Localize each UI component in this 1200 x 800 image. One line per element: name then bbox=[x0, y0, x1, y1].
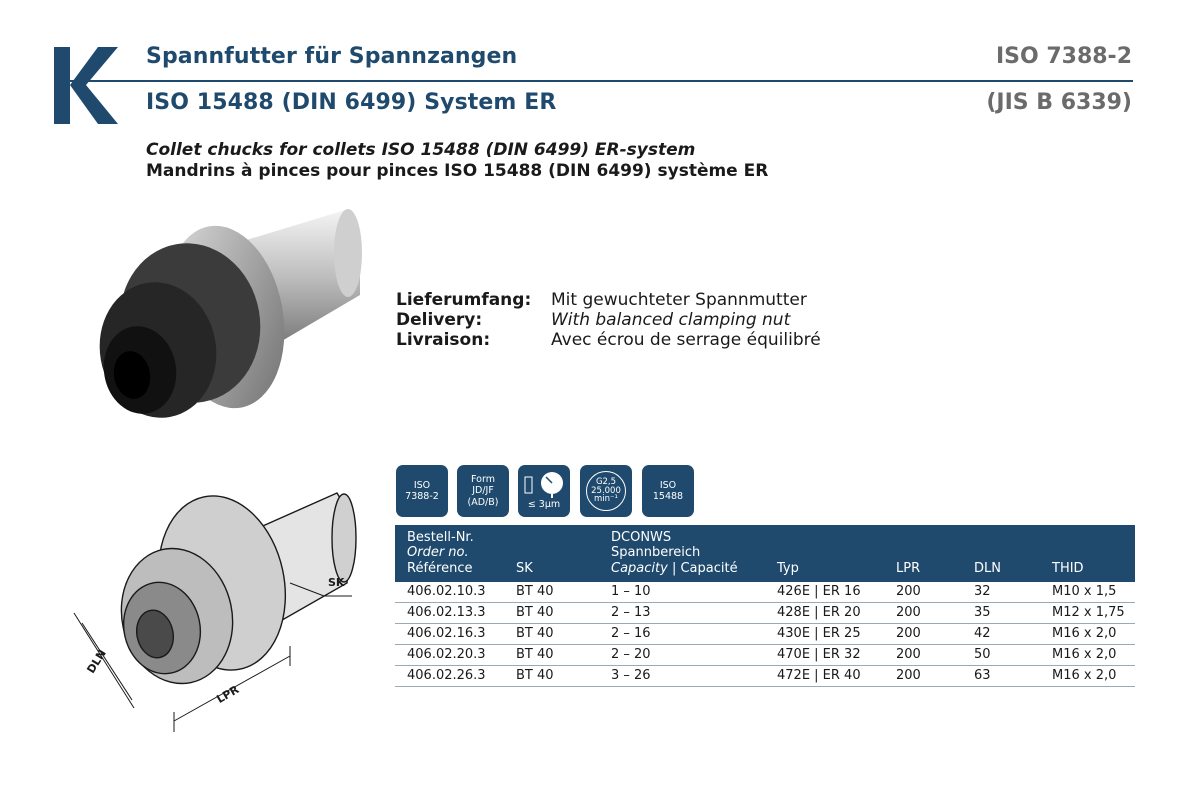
cell-typ: 428E | ER 20 bbox=[777, 605, 861, 620]
cell-dln: 32 bbox=[974, 584, 991, 599]
standard-code: ISO 7388-2 bbox=[995, 44, 1132, 69]
cell-dln: 35 bbox=[974, 605, 991, 620]
delivery-label-fr: Livraison: bbox=[396, 330, 491, 350]
header-dln: DLN bbox=[974, 561, 1001, 576]
header-lpr: LPR bbox=[896, 561, 921, 576]
page-title: Spannfutter für Spannzangen bbox=[146, 44, 518, 69]
cell-typ: 426E | ER 16 bbox=[777, 584, 861, 599]
cell-order-no: 406.02.16.3 bbox=[407, 626, 486, 641]
cell-capacity: 2 – 16 bbox=[611, 626, 651, 641]
product-table bbox=[395, 525, 1135, 687]
lpr-label: LPR bbox=[214, 682, 242, 707]
iso-7388-badge: ISO 7388-2 bbox=[396, 465, 448, 517]
iso-15488-badge: ISO 15488 bbox=[642, 465, 694, 517]
cell-thid: M10 x 1,5 bbox=[1052, 584, 1117, 599]
delivery-label-en: Delivery: bbox=[396, 310, 483, 330]
header-capacity: Capacity | Capacité bbox=[611, 561, 738, 576]
cell-order-no: 406.02.13.3 bbox=[407, 605, 486, 620]
header-thid: THID bbox=[1052, 561, 1084, 576]
cell-thid: M16 x 2,0 bbox=[1052, 647, 1117, 662]
dial-gauge-icon bbox=[522, 471, 566, 499]
cell-order-no: 406.02.26.3 bbox=[407, 668, 486, 683]
cell-typ: 470E | ER 32 bbox=[777, 647, 861, 662]
header-capacity-code: DCONWS bbox=[611, 530, 672, 545]
cell-lpr: 200 bbox=[896, 626, 921, 641]
cell-typ: 472E | ER 40 bbox=[777, 668, 861, 683]
cell-lpr: 200 bbox=[896, 605, 921, 620]
header-sk: SK bbox=[516, 561, 533, 576]
table-row bbox=[395, 666, 1135, 687]
cell-sk: BT 40 bbox=[516, 626, 554, 641]
cell-lpr: 200 bbox=[896, 584, 921, 599]
cell-sk: BT 40 bbox=[516, 647, 554, 662]
balance-badge bbox=[580, 465, 632, 517]
table-body bbox=[395, 582, 1135, 687]
header-divider bbox=[66, 80, 1133, 82]
cell-typ: 430E | ER 25 bbox=[777, 626, 861, 641]
form-badge: Form JD/JF (AD/B) bbox=[457, 465, 509, 517]
cell-thid: M12 x 1,75 bbox=[1052, 605, 1125, 620]
cell-sk: BT 40 bbox=[516, 584, 554, 599]
table-row bbox=[395, 624, 1135, 645]
sk-label: SK bbox=[328, 576, 345, 589]
cell-thid: M16 x 2,0 bbox=[1052, 626, 1117, 641]
cell-thid: M16 x 2,0 bbox=[1052, 668, 1117, 683]
description-fr: Mandrins à pinces pour pinces ISO 15488 (DIN 6499) système ER bbox=[146, 161, 769, 181]
delivery-value-fr: Avec écrou de serrage équilibré bbox=[551, 330, 821, 350]
cell-capacity: 2 – 13 bbox=[611, 605, 651, 620]
cell-capacity: 2 – 20 bbox=[611, 647, 651, 662]
header-typ: Typ bbox=[777, 561, 799, 576]
description-en: Collet chucks for collets ISO 15488 (DIN 6499) ER-system bbox=[146, 140, 696, 160]
cell-lpr: 200 bbox=[896, 668, 921, 683]
cell-dln: 42 bbox=[974, 626, 991, 641]
cell-dln: 50 bbox=[974, 647, 991, 662]
table-row bbox=[395, 582, 1135, 603]
dln-label: DLN bbox=[84, 647, 109, 676]
standard-code-alt: (JIS B 6339) bbox=[986, 90, 1132, 115]
cell-lpr: 200 bbox=[896, 647, 921, 662]
page-subtitle: ISO 15488 (DIN 6499) System ER bbox=[146, 90, 557, 115]
cell-order-no: 406.02.10.3 bbox=[407, 584, 486, 599]
header-order-fr: Référence bbox=[407, 561, 473, 576]
cell-sk: BT 40 bbox=[516, 605, 554, 620]
table-row bbox=[395, 645, 1135, 666]
delivery-value-en: With balanced clamping nut bbox=[551, 310, 791, 330]
delivery-label-de: Lieferumfang: bbox=[396, 290, 532, 310]
product-photo bbox=[80, 205, 370, 440]
cell-capacity: 3 – 26 bbox=[611, 668, 651, 683]
delivery-value-de: Mit gewuchteter Spannmutter bbox=[551, 290, 807, 310]
cell-capacity: 1 – 10 bbox=[611, 584, 651, 599]
cell-sk: BT 40 bbox=[516, 668, 554, 683]
brand-logo-icon bbox=[54, 47, 118, 124]
cell-order-no: 406.02.20.3 bbox=[407, 647, 486, 662]
header-capacity-de: Spannbereich bbox=[611, 545, 701, 560]
header-order-de: Bestell-Nr. bbox=[407, 530, 474, 545]
header-order-en: Order no. bbox=[407, 545, 469, 560]
runout-badge: ≤ 3µm bbox=[518, 465, 570, 517]
table-header bbox=[395, 525, 1135, 582]
table-row bbox=[395, 603, 1135, 624]
rotation-icon: G2,5 25.000 min⁻¹ bbox=[586, 471, 626, 511]
cell-dln: 63 bbox=[974, 668, 991, 683]
